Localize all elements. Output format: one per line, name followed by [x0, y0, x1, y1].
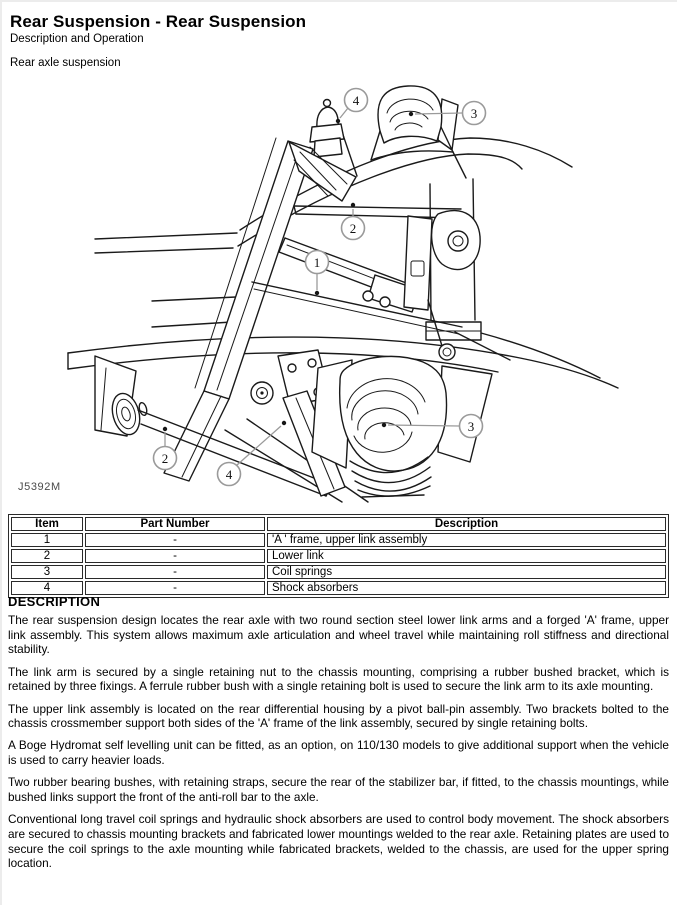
cell-part-number: - — [85, 549, 265, 563]
description-paragraph: The link arm is secured by a single retaining nut to the chassis mounting, comprising a rubber bushed bracket, which is retained by three fixings. A ferrule rubber bush with a single retaining bolt is used to secure the link arm to its axle mounting. — [8, 664, 669, 694]
cell-item: 4 — [11, 581, 83, 595]
callout-label: 2 — [349, 221, 357, 236]
coil-spring-far — [371, 86, 466, 178]
figure-caption: Rear axle suspension — [10, 57, 121, 69]
callout-2-top — [342, 203, 365, 240]
callout-label: 4 — [225, 467, 233, 482]
window-top-edge — [0, 0, 677, 2]
description-paragraph: The upper link assembly is located on the rear differential housing by a pivot ball-pin assembly. Two brackets bolted to the chassis crossmember support both sides of the 'A' frame of the link assembly, secured by single retaining bolts. — [8, 701, 669, 731]
col-header-description: Description — [267, 517, 666, 531]
parts-table — [8, 514, 669, 598]
cell-description: 'A ' frame, upper link assembly — [267, 533, 666, 547]
callout-label: 1 — [313, 255, 321, 270]
page-title: Rear Suspension - Rear Suspension — [10, 12, 307, 31]
col-header-part-number: Part Number — [85, 517, 265, 531]
callout-2-bottom — [154, 427, 177, 470]
table-row — [11, 549, 666, 563]
figure-code: J5392M — [18, 481, 61, 493]
description-body — [8, 613, 669, 879]
callout-4-top — [336, 89, 368, 124]
page-subtitle: Description and Operation — [10, 33, 144, 45]
description-paragraph: A Boge Hydromat self levelling unit can be fitted, as an option, on 110/130 models to give additional support when the vehicle is used to carry heavier loads. — [8, 738, 669, 768]
table-row — [11, 533, 666, 547]
cell-part-number: - — [85, 533, 265, 547]
cell-item: 3 — [11, 565, 83, 579]
cell-description: Coil springs — [267, 565, 666, 579]
description-heading: DESCRIPTION — [8, 594, 101, 609]
description-paragraph: Two rubber bearing bushes, with retaining straps, secure the rear of the stabilizer bar, if fitted, to the chassis mountings, while bushed links support the front of the anti-roll bar to the axle. — [8, 775, 669, 805]
callout-label: 2 — [161, 451, 169, 466]
cell-item: 1 — [11, 533, 83, 547]
parts-table-header-row — [11, 517, 666, 531]
callout-label: 3 — [467, 419, 475, 434]
description-paragraph: The rear suspension design locates the rear axle with two round section steel lower link arms and a forged 'A' frame, upper link assembly. This system allows maximum axle articulation and wheel travel while maintaining roll stiffness and directional stability. — [8, 613, 669, 657]
cell-item: 2 — [11, 549, 83, 563]
cell-part-number: - — [85, 565, 265, 579]
suspension-diagram — [0, 85, 677, 505]
callout-label: 3 — [470, 106, 478, 121]
table-row — [11, 581, 666, 595]
callout-label: 4 — [352, 93, 360, 108]
col-header-item: Item — [11, 517, 83, 531]
cell-description: Shock absorbers — [267, 581, 666, 595]
cell-part-number: - — [85, 581, 265, 595]
cell-description: Lower link — [267, 549, 666, 563]
description-paragraph: Conventional long travel coil springs and hydraulic shock absorbers are used to control body movement. The shock absorbers are secured to chassis mounting brackets and fabricated lower mountings welded to the rear axle. Retaining plates are used to secure the coil springs to the axle mounting while fabricated brackets, welded to the chassis, are used for the upper spring location. — [8, 812, 670, 871]
callout-1 — [306, 251, 329, 296]
table-row — [11, 565, 666, 579]
